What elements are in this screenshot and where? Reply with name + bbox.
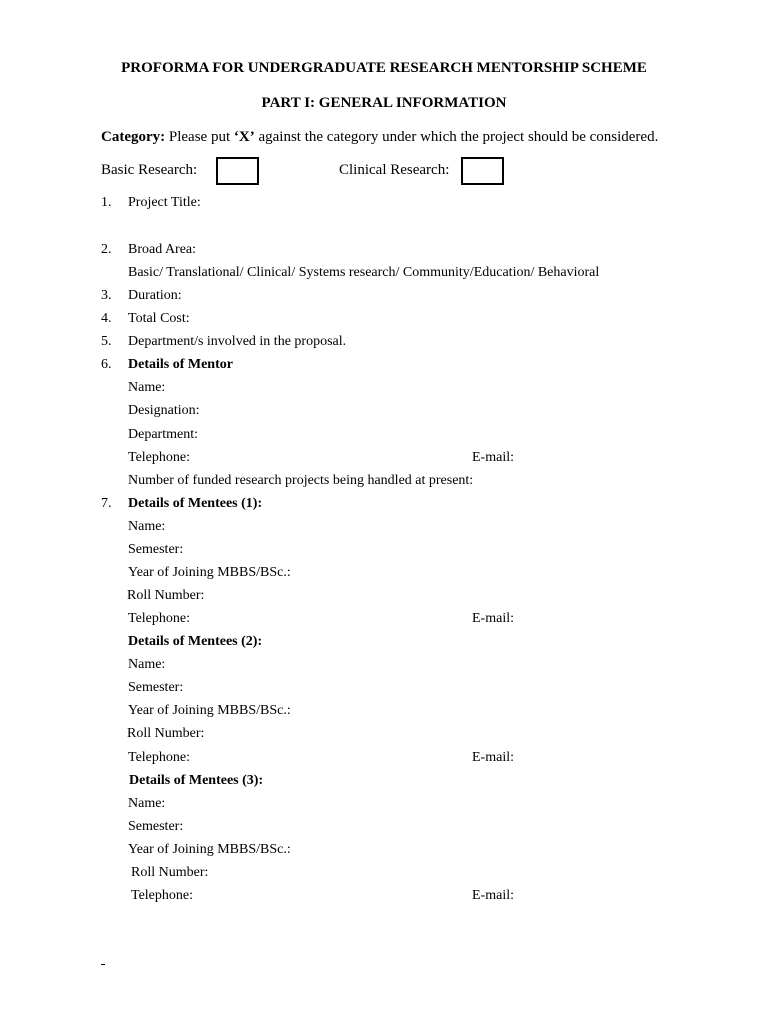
mentee-1-name-field: Name: — [128, 519, 166, 534]
mentee-2-email-field: E-mail: — [472, 750, 514, 765]
mentee-2-roll-field: Roll Number: — [127, 726, 205, 741]
broad-area-field: Broad Area: — [128, 242, 197, 257]
category-instruction — [101, 128, 658, 146]
mentor-department-field: Department: — [128, 427, 198, 442]
mentee-1-email-field: E-mail: — [472, 611, 514, 626]
mentee-3-telephone-field: Telephone: — [131, 888, 193, 903]
mentor-email-field: E-mail: — [472, 450, 514, 465]
category-text-after: against the category under which the project should be considered. — [258, 129, 659, 145]
clinical-research-label: Clinical Research: — [339, 162, 450, 178]
mentee-3-heading: Details of Mentees (3): — [129, 773, 264, 788]
item-number-7: 7. — [101, 496, 112, 511]
mentee-3-name-field: Name: — [128, 796, 166, 811]
mentee-1-semester-field: Semester: — [128, 542, 184, 557]
category-text-before: Please put — [168, 129, 231, 145]
mentee-1-roll-field: Roll Number: — [127, 588, 205, 603]
mentor-telephone-field: Telephone: — [128, 450, 190, 465]
mentee-3-email-field: E-mail: — [472, 888, 514, 903]
mentee-3-semester-field: Semester: — [128, 819, 184, 834]
footer-mark — [101, 964, 105, 965]
duration-field: Duration: — [128, 288, 182, 303]
item-number-5: 5. — [101, 334, 112, 349]
item-number-4: 4. — [101, 311, 112, 326]
category-label: Category: — [101, 129, 166, 145]
item-number-3: 3. — [101, 288, 112, 303]
basic-research-label: Basic Research: — [101, 162, 198, 178]
mentor-designation-field: Designation: — [128, 403, 200, 418]
mentor-name-field: Name: — [128, 380, 166, 395]
mentee-2-name-field: Name: — [128, 657, 166, 672]
project-title-field: Project Title: — [128, 195, 201, 210]
mentee-2-year-field: Year of Joining MBBS/BSc.: — [128, 703, 291, 718]
clinical-research-checkbox[interactable] — [461, 157, 504, 185]
broad-area-options: Basic/ Translational/ Clinical/ Systems research/ Community/Education/ Behavioral — [128, 265, 600, 280]
mentee-2-heading: Details of Mentees (2): — [128, 634, 263, 649]
mentor-funded-projects-field: Number of funded research projects being handled at present: — [128, 473, 474, 488]
total-cost-field: Total Cost: — [128, 311, 190, 326]
mentee-2-telephone-field: Telephone: — [128, 750, 190, 765]
item-number-2: 2. — [101, 242, 112, 257]
mentee-1-year-field: Year of Joining MBBS/BSc.: — [128, 565, 291, 580]
mentor-heading: Details of Mentor — [128, 357, 233, 372]
mentee-1-heading: Details of Mentees (1): — [128, 496, 263, 511]
departments-field: Department/s involved in the proposal. — [128, 334, 347, 349]
item-number-1: 1. — [101, 195, 112, 210]
part-heading: PART I: GENERAL INFORMATION — [261, 95, 507, 111]
basic-research-checkbox[interactable] — [216, 157, 259, 185]
mentee-1-telephone-field: Telephone: — [128, 611, 190, 626]
document-title: PROFORMA FOR UNDERGRADUATE RESEARCH MENTORSHIP SCHEME — [121, 60, 647, 76]
mentee-3-year-field: Year of Joining MBBS/BSc.: — [128, 842, 291, 857]
mentee-2-semester-field: Semester: — [128, 680, 184, 695]
item-number-6: 6. — [101, 357, 112, 372]
category-mark: ‘X’ — [233, 129, 255, 145]
mentee-3-roll-field: Roll Number: — [131, 865, 209, 880]
